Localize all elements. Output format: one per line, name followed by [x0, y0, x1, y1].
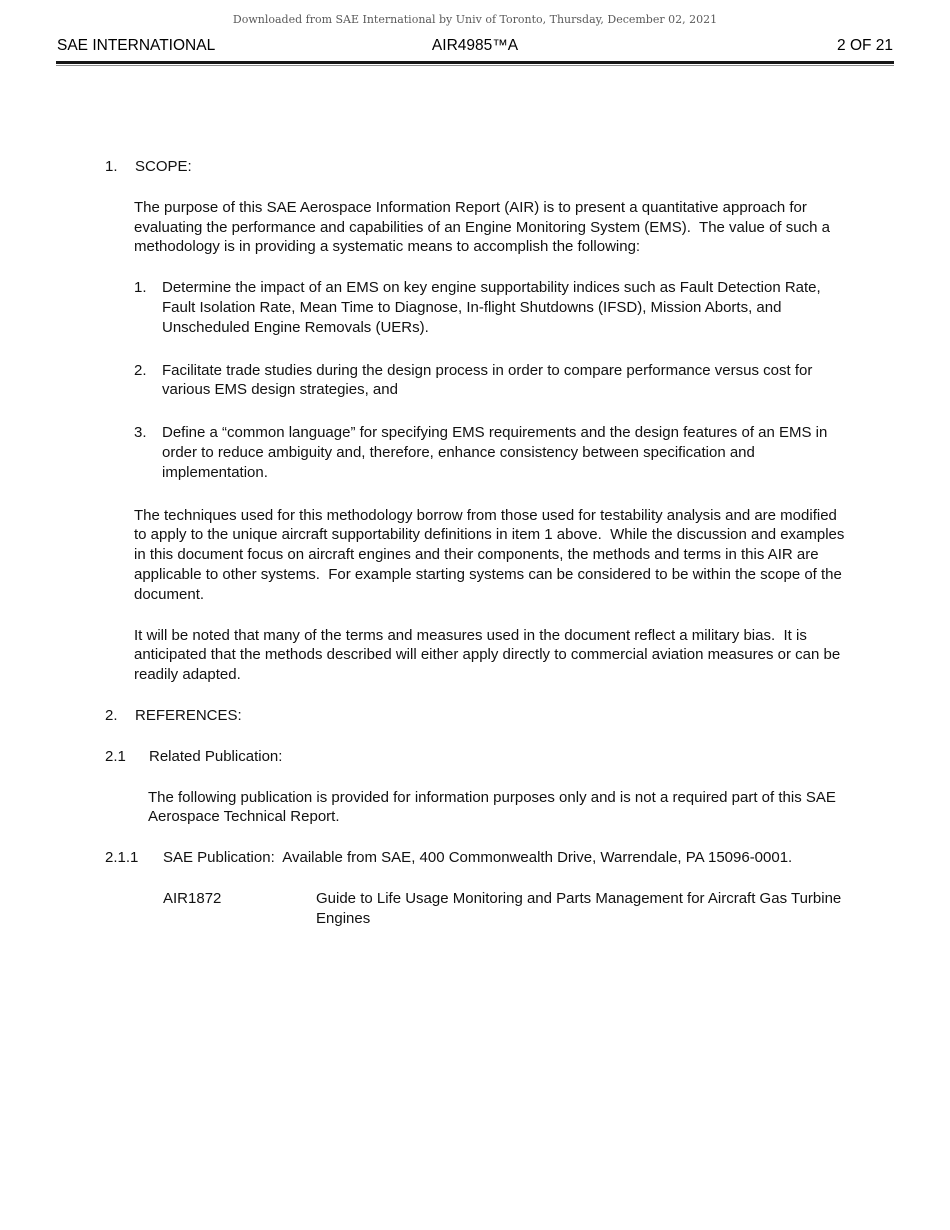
section-number: 2.: [105, 706, 118, 724]
list-item-number: 2.: [134, 361, 147, 379]
scope-list-item: [134, 278, 848, 337]
scope-intro-paragraph: The purpose of this SAE Aerospace Information Report (AIR) is to present a quantitative approach for evaluating the performance and capabilities of an Engine Monitoring System (EMS). The value of such a methodology is in providing a systematic means to accomplish the following:: [134, 198, 835, 256]
header-document-id: AIR4985™A: [431, 37, 519, 54]
scope-paragraph-military-bias: It will be noted that many of the terms and measures used in the document reflect a military bias. It is anticipated that the methods described will either apply directly to commercial aviation measures or can be readily adapted.: [134, 626, 845, 684]
header-divider-thick-line: [56, 61, 894, 64]
section-title: REFERENCES:: [135, 706, 242, 724]
section-title: SCOPE:: [135, 158, 192, 175]
list-item-text: Define a “common language” for specifying EMS requirements and the design features of an EMS in order to reduce ambiguity and, therefore, enhance consistency between specification and implementation.: [162, 424, 832, 481]
scope-paragraph-techniques: The techniques used for this methodology borrow from those used for testability analysis and are modified to apply to the unique aircraft supportability definitions in item 1 above. While the discussion and examples in this document focus on aircraft engines and their components, the methods and terms in this AIR are applicable to other systems. For example starting systems can be considered to be within the scope of the document.: [134, 506, 849, 603]
download-watermark: Downloaded from SAE International by Univ of Toronto, Thursday, December 02, 2021: [232, 13, 718, 26]
publication-description: Guide to Life Usage Monitoring and Parts Management for Aircraft Gas Turbine Engines: [316, 889, 846, 927]
list-item-number: 3.: [134, 424, 147, 442]
section-heading-scope: [105, 157, 848, 177]
subsection-number: 2.1.1: [105, 849, 139, 867]
header-org-name: SAE INTERNATIONAL: [57, 37, 216, 54]
list-item-number: 1.: [134, 279, 147, 297]
list-item-text: Facilitate trade studies during the design process in order to compare performance versus cost for various EMS design strategies, and: [162, 361, 817, 399]
subsection-number: 2.1: [105, 747, 126, 765]
header-page-number: 2 OF 21: [837, 37, 894, 54]
document-body: [0, 66, 950, 929]
subsection-heading-sae-publication: [105, 848, 848, 868]
publication-entry: [163, 889, 848, 929]
scope-list-item: [134, 423, 848, 482]
scope-list-item: [134, 361, 848, 401]
section-heading-references: [105, 706, 848, 726]
publication-code: AIR1872: [163, 889, 222, 907]
list-item-text: Determine the impact of an EMS on key engine supportability indices such as Fault Detection Rate, Fault Isolation Rate, Mean Time to Diagnose, In-flight Shutdowns (IFSD), Mission Aborts, and Unscheduled Engine Removals (UERs).: [162, 279, 825, 336]
subsection-title: Related Publication:: [149, 747, 283, 765]
subsection-heading-related-publication: [105, 747, 848, 767]
subsection-text: SAE Publication: Available from SAE, 400 Commonwealth Drive, Warrendale, PA 15096-0001.: [163, 849, 793, 867]
section-number: 1.: [105, 158, 118, 175]
page-header: [57, 37, 893, 55]
related-publication-paragraph: The following publication is provided for information purposes only and is not a required part of this SAE Aerospace Technical Report.: [148, 788, 840, 826]
